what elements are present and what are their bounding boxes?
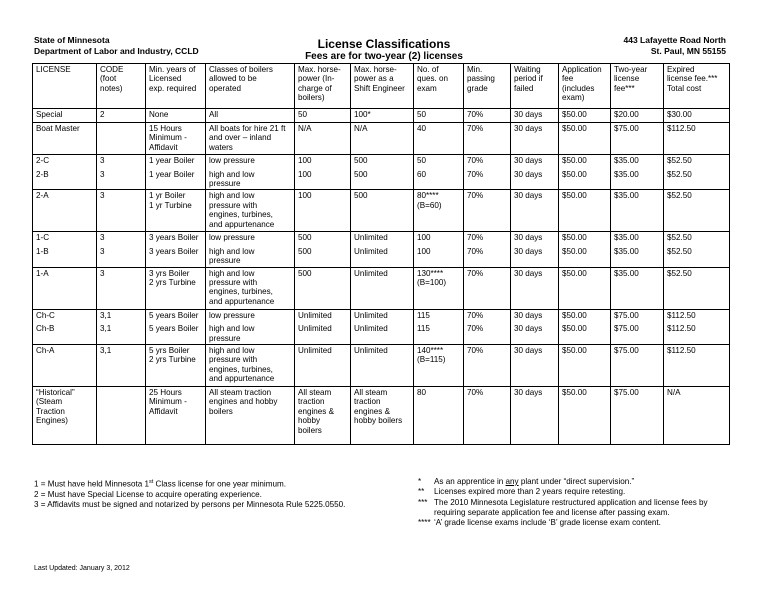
table-cell: All steam traction engines & hobby boilers [351, 386, 414, 444]
table-cell: 500 [351, 190, 414, 232]
table-cell: All steam traction engines & hobby boilers [295, 386, 351, 444]
table-cell: $35.00 [611, 232, 664, 246]
table-cell: high and low pressure with engines, turbines, and appurtenance [206, 267, 295, 309]
table-cell: $52.50 [664, 246, 730, 267]
table-cell: $52.50 [664, 267, 730, 309]
table-cell: $35.00 [611, 246, 664, 267]
table-cell: low pressure [206, 155, 295, 169]
table-cell: low pressure [206, 232, 295, 246]
table-row [33, 232, 730, 246]
column-header: Classes of boilers allowed to be operated [206, 64, 295, 109]
table-cell: All [206, 109, 295, 123]
table-cell: 30 days [511, 246, 559, 267]
table-cell: 3,1 [97, 323, 146, 344]
table-cell: $112.50 [664, 123, 730, 155]
table-cell: high and low pressure with engines, turbines, and appurtenance [206, 190, 295, 232]
table-cell: 1 year Boiler [146, 169, 206, 190]
table-cell: Unlimited [351, 232, 414, 246]
footnote-2: 2 = Must have Special License to acquire operating experience. [34, 489, 262, 499]
table-cell: N/A [295, 123, 351, 155]
table-cell: low pressure [206, 309, 295, 323]
footnotes-left [34, 477, 394, 511]
table-cell: 3 [97, 190, 146, 232]
column-header: No. of ques. on exam [414, 64, 464, 109]
table-cell: 100 [295, 155, 351, 169]
table-cell: 3 [97, 267, 146, 309]
table-cell [97, 386, 146, 444]
state-name: State of Minnesota [34, 35, 110, 45]
table-cell: 70% [464, 190, 511, 232]
table-cell: 115 [414, 309, 464, 323]
table-cell: None [146, 109, 206, 123]
table-cell: 70% [464, 109, 511, 123]
column-header: Waiting period if failed [511, 64, 559, 109]
last-updated: Last Updated: January 3, 2012 [34, 565, 130, 572]
table-cell: $75.00 [611, 123, 664, 155]
table-cell: Ch-C [33, 309, 97, 323]
table-cell: Boat Master [33, 123, 97, 155]
table-cell: $52.50 [664, 232, 730, 246]
table-row [33, 109, 730, 123]
footnote-star-1: * As an apprentice in any plant under “direct supervision.” [418, 477, 635, 486]
table-cell: $75.00 [611, 323, 664, 344]
table-cell: $50.00 [559, 232, 611, 246]
table-cell: $75.00 [611, 386, 664, 444]
table-cell: $50.00 [559, 246, 611, 267]
table-row [33, 267, 730, 309]
table-cell: $50.00 [559, 109, 611, 123]
table-cell: $50.00 [559, 344, 611, 386]
table-cell: $35.00 [611, 169, 664, 190]
table-cell: 30 days [511, 386, 559, 444]
table-cell: 3 years Boiler [146, 232, 206, 246]
table-cell: $35.00 [611, 155, 664, 169]
table-cell: 500 [351, 155, 414, 169]
table-cell: 80 [414, 386, 464, 444]
table-cell: $20.00 [611, 109, 664, 123]
table-cell: 130**** (B=100) [414, 267, 464, 309]
table-cell: All boats for hire 21 ft and over – inland waters [206, 123, 295, 155]
table-cell: high and low pressure with engines, turbines, and appurtenance [206, 344, 295, 386]
address-block [624, 35, 727, 57]
table-cell: $50.00 [559, 155, 611, 169]
table-cell: Ch-A [33, 344, 97, 386]
table-cell: 3 [97, 232, 146, 246]
page-title: License Classifications [317, 37, 451, 51]
table-cell: Unlimited [351, 267, 414, 309]
table-cell: 30 days [511, 109, 559, 123]
footnote-3: 3 = Affidavits must be signed and notarized by persons per Minnesota Rule 5225.0550. [34, 500, 346, 510]
column-header: CODE (foot notes) [97, 64, 146, 109]
table-cell: high and low pressure [206, 246, 295, 267]
table-cell: $50.00 [559, 169, 611, 190]
table-cell: 100 [414, 232, 464, 246]
table-cell: 2-B [33, 169, 97, 190]
table-cell: 30 days [511, 344, 559, 386]
license-classification-table [32, 63, 730, 445]
table-cell: 5 years Boiler [146, 323, 206, 344]
table-cell: $52.50 [664, 190, 730, 232]
table-cell: Ch-B [33, 323, 97, 344]
table-cell: 2 [97, 109, 146, 123]
table-cell: Unlimited [351, 344, 414, 386]
table-cell: $75.00 [611, 344, 664, 386]
table-cell: “Historical” (Steam Traction Engines) [33, 386, 97, 444]
table-row [33, 169, 730, 190]
table-cell: $30.00 [664, 109, 730, 123]
address-line-2: St. Paul, MN 55155 [650, 46, 726, 56]
table-cell: $52.50 [664, 169, 730, 190]
column-header: LICENSE [33, 64, 97, 109]
column-header: Application fee (includes exam) [559, 64, 611, 109]
footnotes-right [418, 477, 738, 528]
table-cell: 1 yr Boiler 1 yr Turbine [146, 190, 206, 232]
table-cell: 70% [464, 386, 511, 444]
table-cell: 30 days [511, 190, 559, 232]
table-cell: 100 [295, 190, 351, 232]
table-cell: 60 [414, 169, 464, 190]
table-cell: $50.00 [559, 123, 611, 155]
footnote-star-4: **** ‘A’ grade license exams include ‘B’ grade license exam content. [418, 518, 661, 528]
table-cell: N/A [351, 123, 414, 155]
column-header: Min. years of Licensed exp. required [146, 64, 206, 109]
table-cell: 70% [464, 267, 511, 309]
department-name: Department of Labor and Industry, CCLD [34, 46, 199, 56]
table-cell: 100 [295, 169, 351, 190]
table-header-row [33, 64, 730, 109]
table-cell: $50.00 [559, 386, 611, 444]
table-body [33, 109, 730, 445]
footnote-star-3: *** The 2010 Minnesota Legislature restructured application and license fees by requiring separate application fee and license after passing exam. [418, 497, 708, 517]
table-row [33, 155, 730, 169]
table-cell: 2-A [33, 190, 97, 232]
table-cell: Unlimited [295, 323, 351, 344]
table-cell: 3 [97, 246, 146, 267]
table-cell: Unlimited [351, 246, 414, 267]
table-cell: 70% [464, 323, 511, 344]
table-cell: 3 yrs Boiler 2 yrs Turbine [146, 267, 206, 309]
table-row [33, 323, 730, 344]
table-cell: 500 [351, 169, 414, 190]
table-cell: 70% [464, 246, 511, 267]
table-cell: 5 yrs Boiler 2 yrs Turbine [146, 344, 206, 386]
table-cell: 100* [351, 109, 414, 123]
table-cell: 5 years Boiler [146, 309, 206, 323]
table-cell: 1-A [33, 267, 97, 309]
table-cell: $112.50 [664, 309, 730, 323]
table-cell: 30 days [511, 169, 559, 190]
table-cell: $50.00 [559, 267, 611, 309]
table-cell: Unlimited [351, 323, 414, 344]
table-cell: 1-C [33, 232, 97, 246]
table-cell: Unlimited [295, 309, 351, 323]
table-cell: 70% [464, 309, 511, 323]
table-cell: 70% [464, 232, 511, 246]
table-row [33, 309, 730, 323]
footnote-star-2: ** Licenses expired more than 2 years require retesting. [418, 487, 626, 497]
table-cell: 30 days [511, 309, 559, 323]
table-cell: 140**** (B=115) [414, 344, 464, 386]
table-cell: 1-B [33, 246, 97, 267]
column-header: Two-year license fee*** [611, 64, 664, 109]
table-cell: 30 days [511, 123, 559, 155]
table-row [33, 190, 730, 232]
table-cell: 50 [414, 109, 464, 123]
table-cell: 30 days [511, 267, 559, 309]
table-cell: 50 [414, 155, 464, 169]
page-subtitle: Fees are for two-year (2) licenses [305, 51, 463, 62]
table-cell: 3 years Boiler [146, 246, 206, 267]
table-cell: N/A [664, 386, 730, 444]
table-cell: 115 [414, 323, 464, 344]
table-cell: $35.00 [611, 267, 664, 309]
table-cell: Special [33, 109, 97, 123]
table-cell: 70% [464, 344, 511, 386]
table-cell: 30 days [511, 232, 559, 246]
address-line-1: 443 Lafayette Road North [623, 35, 726, 45]
table-row [33, 344, 730, 386]
table-row [33, 123, 730, 155]
table-cell: 70% [464, 123, 511, 155]
table-cell: high and low pressure [206, 323, 295, 344]
table-cell: $50.00 [559, 323, 611, 344]
table-cell: $75.00 [611, 309, 664, 323]
column-header: Max. horse- power as a Shift Engineer [351, 64, 414, 109]
footnote-1: 1 = Must have held Minnesota 1st Class license for one year minimum. [34, 479, 286, 489]
table-cell: 70% [464, 169, 511, 190]
table-cell: 30 days [511, 155, 559, 169]
table-cell: 3,1 [97, 344, 146, 386]
table-cell: 25 Hours Minimum - Affidavit [146, 386, 206, 444]
table-cell [97, 123, 146, 155]
table-cell: 3 [97, 169, 146, 190]
table-cell: 70% [464, 155, 511, 169]
table-cell: All steam traction engines and hobby boilers [206, 386, 295, 444]
table-cell: $112.50 [664, 344, 730, 386]
table-cell: $112.50 [664, 323, 730, 344]
table-cell: 500 [295, 267, 351, 309]
table-cell: $52.50 [664, 155, 730, 169]
table-cell: 30 days [511, 323, 559, 344]
table-cell: 50 [295, 109, 351, 123]
table-cell: high and low pressure [206, 169, 295, 190]
table-cell: 3 [97, 155, 146, 169]
table-cell: $50.00 [559, 309, 611, 323]
table-cell: 1 year Boiler [146, 155, 206, 169]
table-cell: $50.00 [559, 190, 611, 232]
table-cell: 15 Hours Minimum - Affidavit [146, 123, 206, 155]
table-cell: 40 [414, 123, 464, 155]
table-row [33, 386, 730, 444]
table-cell: 500 [295, 246, 351, 267]
table-cell: 100 [414, 246, 464, 267]
table-cell: Unlimited [351, 309, 414, 323]
table-cell: 80**** (B=60) [414, 190, 464, 232]
column-header: Max. horse- power (In- charge of boilers) [295, 64, 351, 109]
table-cell: $35.00 [611, 190, 664, 232]
column-header: Expired license fee.*** Total cost [664, 64, 730, 109]
table-cell: 500 [295, 232, 351, 246]
table-row [33, 246, 730, 267]
table-cell: Unlimited [295, 344, 351, 386]
column-header: Min. passing grade [464, 64, 511, 109]
table-cell: 2-C [33, 155, 97, 169]
table-cell: 3,1 [97, 309, 146, 323]
